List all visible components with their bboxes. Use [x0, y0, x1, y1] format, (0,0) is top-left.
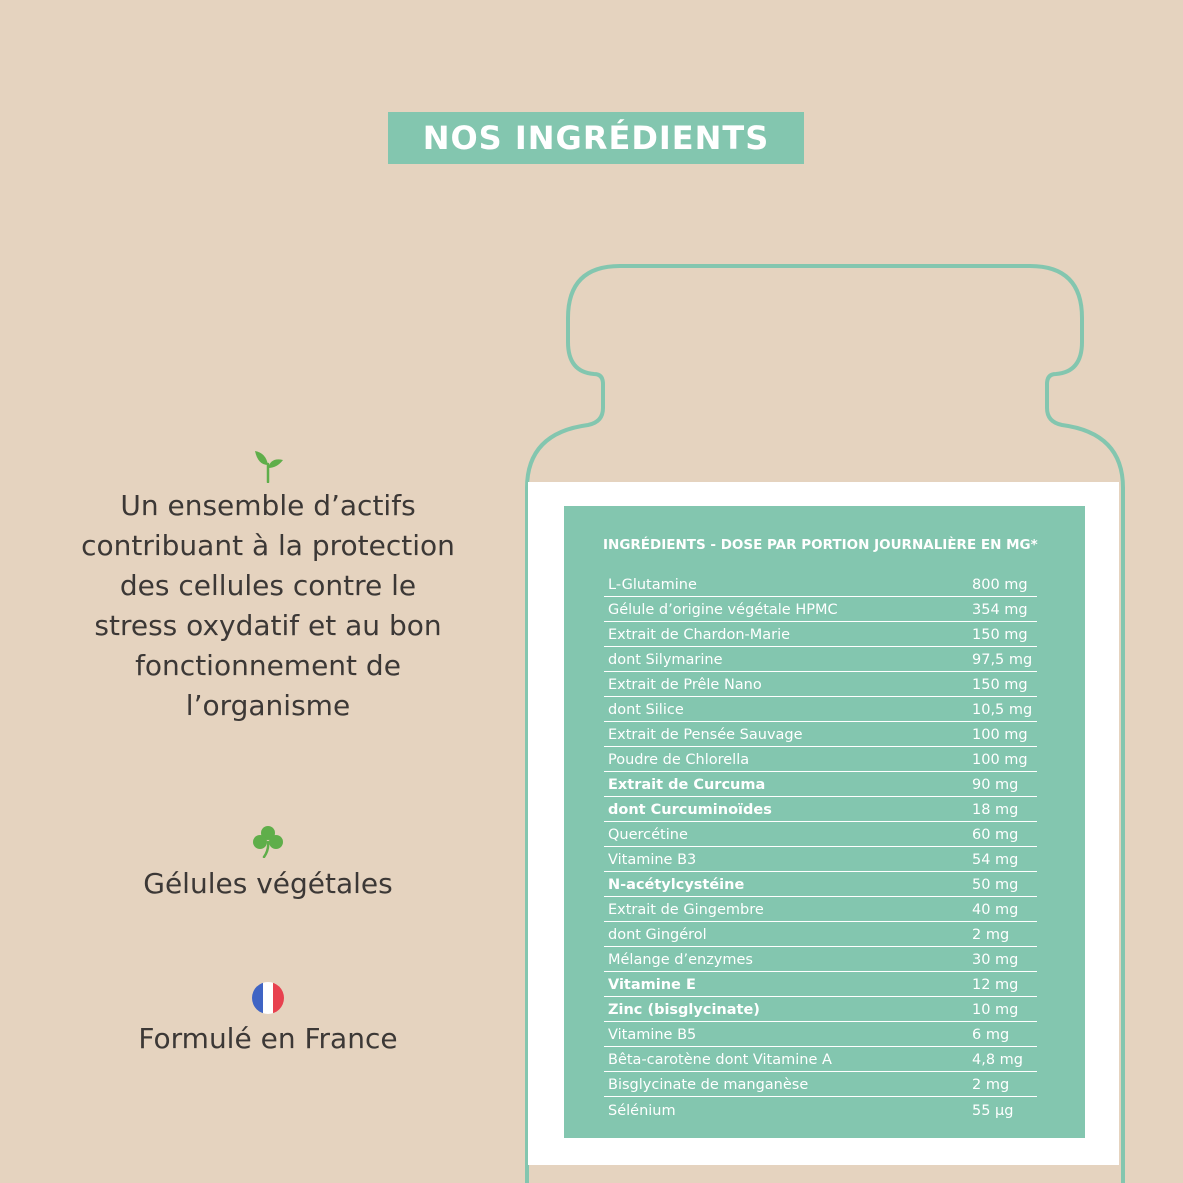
ingredient-row: [604, 1097, 1037, 1122]
ingredient-name: Zinc (bisglycinate): [608, 1002, 760, 1018]
ingredient-name: Vitamine E: [608, 977, 696, 993]
ingredient-name: dont Silymarine: [608, 652, 723, 668]
ingredient-dose: 10 mg: [972, 1002, 1019, 1018]
ingredient-name: Mélange d’enzymes: [608, 952, 753, 968]
ingredient-dose: 55 µg: [972, 1103, 1014, 1119]
feature-line: stress oxydatif et au bon: [94, 609, 442, 642]
ingredient-row: [604, 672, 1037, 697]
sprout-icon: [250, 449, 286, 483]
ingredient-dose: 2 mg: [972, 927, 1010, 943]
ingredient-dose: 30 mg: [972, 952, 1019, 968]
ingredient-row: [604, 622, 1037, 647]
ingredient-name: Extrait de Curcuma: [608, 777, 766, 793]
ingredient-row: [604, 772, 1037, 797]
ingredient-dose: 54 mg: [972, 852, 1019, 868]
ingredient-row: [604, 947, 1037, 972]
ingredient-row: [604, 1022, 1037, 1047]
ingredient-row: [604, 797, 1037, 822]
ingredient-name: Extrait de Gingembre: [608, 902, 764, 918]
ingredient-dose: 6 mg: [972, 1027, 1010, 1043]
ingredients-table-heading: INGRÉDIENTS - DOSE PAR PORTION JOURNALIÈRE EN MG*: [603, 537, 1038, 553]
ingredient-dose: 150 mg: [972, 677, 1028, 693]
ingredient-name: dont Silice: [608, 702, 684, 718]
ingredient-dose: 50 mg: [972, 877, 1019, 893]
feature-vegetal-capsules: [40, 864, 496, 904]
ingredient-dose: 97,5 mg: [972, 652, 1033, 668]
ingredient-row: [604, 822, 1037, 847]
ingredient-dose: 100 mg: [972, 752, 1028, 768]
feature-line: des cellules contre le: [119, 569, 417, 602]
clover-icon: [251, 824, 285, 858]
ingredient-dose: 10,5 mg: [972, 702, 1033, 718]
ingredient-dose: 354 mg: [972, 602, 1028, 618]
ingredient-row: [604, 1072, 1037, 1097]
ingredient-dose: 150 mg: [972, 627, 1028, 643]
ingredient-row: [604, 997, 1037, 1022]
page-title: NOS INGRÉDIENTS: [422, 119, 770, 157]
ingredient-row: [604, 597, 1037, 622]
ingredient-name: Bêta-carotène dont Vitamine A: [608, 1052, 832, 1068]
ingredient-row: [604, 647, 1037, 672]
ingredient-dose: 90 mg: [972, 777, 1019, 793]
ingredient-dose: 18 mg: [972, 802, 1019, 818]
ingredient-name: dont Gingérol: [608, 927, 707, 943]
feature-line: Gélules végétales: [143, 867, 393, 900]
ingredient-row: [604, 897, 1037, 922]
ingredient-row: [604, 972, 1037, 997]
feature-antioxidant: [40, 486, 496, 726]
ingredient-dose: 2 mg: [972, 1077, 1010, 1093]
feature-line: fonctionnement de: [135, 649, 401, 682]
ingredient-name: Sélénium: [608, 1103, 676, 1119]
ingredient-dose: 800 mg: [972, 577, 1028, 593]
ingredient-dose: 100 mg: [972, 727, 1028, 743]
french-flag-icon: [251, 981, 285, 1015]
ingredient-row: [604, 697, 1037, 722]
feature-line: Formulé en France: [138, 1022, 398, 1055]
ingredient-dose: 4,8 mg: [972, 1052, 1023, 1068]
ingredient-name: Vitamine B3: [608, 852, 697, 868]
ingredient-row: [604, 922, 1037, 947]
ingredients-table: [604, 572, 1037, 1122]
feature-line: contribuant à la protection: [81, 529, 455, 562]
feature-line: Un ensemble d’actifs: [120, 489, 416, 522]
ingredient-name: Quercétine: [608, 827, 688, 843]
ingredient-dose: 40 mg: [972, 902, 1019, 918]
ingredient-name: Poudre de Chlorella: [608, 752, 750, 768]
ingredient-name: Gélule d’origine végétale HPMC: [608, 602, 838, 618]
ingredient-name: Extrait de Prêle Nano: [608, 677, 762, 693]
feature-line: l’organisme: [185, 689, 351, 722]
ingredient-row: [604, 872, 1037, 897]
ingredient-dose: 12 mg: [972, 977, 1019, 993]
ingredient-row: [604, 722, 1037, 747]
ingredient-row: [604, 747, 1037, 772]
ingredient-dose: 60 mg: [972, 827, 1019, 843]
feature-made-in-france: [40, 1019, 496, 1059]
ingredient-name: N-acétylcystéine: [608, 877, 745, 893]
ingredient-name: Extrait de Pensée Sauvage: [608, 727, 803, 743]
ingredient-row: [604, 1047, 1037, 1072]
ingredient-name: Bisglycinate de manganèse: [608, 1077, 809, 1093]
ingredient-row: [604, 847, 1037, 872]
ingredient-row: [604, 572, 1037, 597]
ingredient-name: Vitamine B5: [608, 1027, 697, 1043]
ingredient-name: L-Glutamine: [608, 577, 697, 593]
ingredient-name: dont Curcuminoïdes: [608, 802, 772, 818]
ingredient-name: Extrait de Chardon-Marie: [608, 627, 791, 643]
